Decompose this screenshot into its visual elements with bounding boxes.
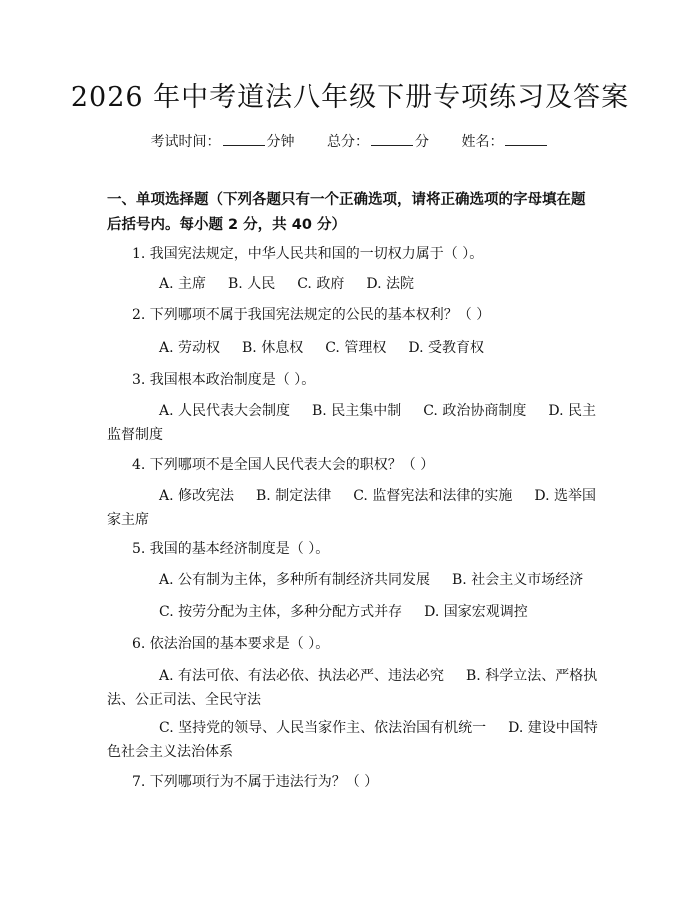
- question-5-stem: 5. 我国的基本经济制度是（ ）。: [132, 541, 330, 557]
- q1-option-a: A. 主席: [159, 276, 207, 292]
- q1-option-c: C. 政府: [297, 276, 345, 292]
- q6-option-b: B. 科学立法、严格执法、公正司法、全民守法: [107, 668, 598, 708]
- question-5-options-row1: [107, 568, 598, 592]
- q3-option-b: B. 民主集中制: [312, 403, 402, 419]
- question-7-stem: 7. 下列哪项行为不属于违法行为？（ ）: [132, 774, 379, 790]
- exam-time-field: 考试时间： 分钟: [150, 134, 295, 150]
- q5-option-a: A. 公有制为主体，多种所有制经济共同发展: [159, 572, 431, 588]
- name-blank: [505, 133, 547, 146]
- q2-option-a: A. 劳动权: [159, 340, 221, 356]
- question-3-stem: 3. 我国根本政治制度是（ ）。: [132, 372, 316, 388]
- section-heading-single-choice: 一、单项选择题（下列各题只有一个正确选项，请将正确选项的字母填在题后括号内。每小题 2 分，共 40 分）: [107, 192, 586, 233]
- question-1-stem: 1. 我国宪法规定，中华人民共和国的一切权力属于（ ）。: [132, 246, 484, 262]
- q2-option-c: C. 管理权: [325, 340, 387, 356]
- q5-option-d: D. 国家宏观调控: [424, 604, 528, 620]
- question-1-options: [107, 272, 598, 296]
- q4-option-b: B. 制定法律: [256, 488, 332, 504]
- q1-option-d: D. 法院: [366, 276, 414, 292]
- q1-option-b: B. 人民: [228, 276, 276, 292]
- q3-option-d: D. 民主监督制度: [107, 403, 596, 443]
- question-6-options-row2: [107, 716, 598, 764]
- question-6-stem: 6. 依法治国的基本要求是（ ）。: [132, 636, 330, 652]
- q3-option-c: C. 政治协商制度: [423, 403, 527, 419]
- q5-option-c: C. 按劳分配为主体，多种分配方式并存: [159, 604, 403, 620]
- question-6-options-row1: [107, 664, 598, 712]
- question-4-stem: 4. 下列哪项不是全国人民代表大会的职权？（ ）: [132, 457, 435, 473]
- question-3-options: [107, 399, 598, 447]
- q6-option-d: D. 建设中国特色社会主义法治体系: [107, 720, 598, 760]
- score-blank: [371, 133, 413, 146]
- student-name-field: 姓名：: [461, 132, 549, 152]
- question-2-stem: 2. 下列哪项不属于我国宪法规定的公民的基本权利？（ ）: [132, 307, 491, 323]
- q2-option-b: B. 休息权: [242, 340, 304, 356]
- q6-option-a: A. 有法可依、有法必依、执法必严、违法必究: [159, 668, 445, 684]
- question-2-options: [107, 336, 598, 360]
- q4-option-a: A. 修改宪法: [159, 488, 235, 504]
- question-4-options: [107, 484, 598, 532]
- q2-option-d: D. 受教育权: [408, 340, 484, 356]
- question-5-options-row2: [107, 600, 598, 624]
- time-blank: [223, 133, 265, 146]
- q5-option-b: B. 社会主义市场经济: [452, 572, 584, 588]
- q3-option-a: A. 人民代表大会制度: [159, 403, 291, 419]
- q6-option-c: C. 坚持党的领导、人民当家作主、依法治国有机统一: [159, 720, 487, 736]
- exam-info-line: [0, 132, 700, 152]
- q4-option-d: D. 选举国家主席: [107, 488, 596, 528]
- q4-option-c: C. 监督宪法和法律的实施: [353, 488, 513, 504]
- page-title: 2026 年中考道法八年级下册专项练习及答案: [70, 82, 630, 113]
- total-score-field: 总分： 分: [327, 134, 429, 150]
